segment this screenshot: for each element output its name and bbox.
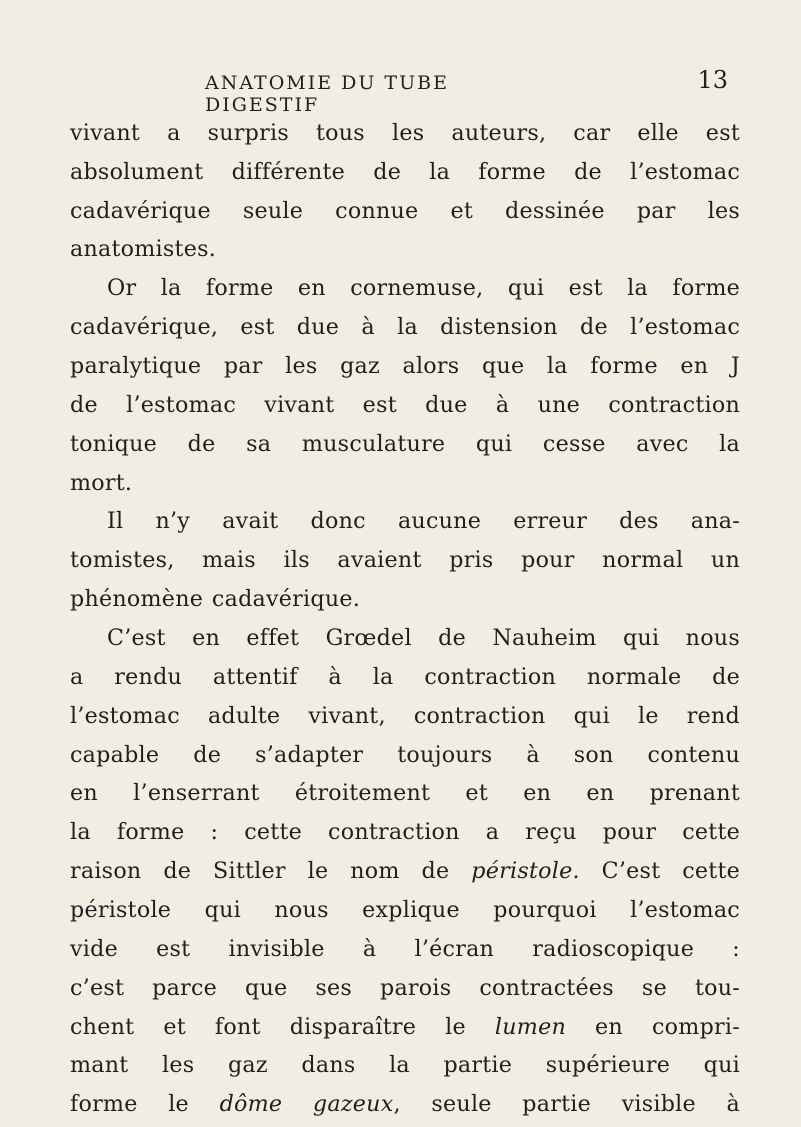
- text-segment: forme le: [70, 1091, 220, 1117]
- italic-term: dôme gazeux: [219, 1091, 394, 1117]
- text-line: anatomistes.: [70, 236, 217, 262]
- text-line: cadavérique, est due à la distension de l’estomac: [70, 314, 740, 340]
- text-segment: , seule partie visible à: [393, 1091, 740, 1117]
- page-number: 13: [697, 66, 728, 94]
- text-line: tonique de sa musculature qui cesse avec la: [70, 431, 740, 457]
- text-segment: en compri-: [566, 1014, 740, 1040]
- text-line: en l’enserrant étroitement et en en prenant: [70, 780, 740, 806]
- text-line: a rendu attentif à la contraction normale de: [70, 664, 740, 690]
- text-line: [70, 854, 740, 888]
- text-line: la forme : cette contraction a reçu pour cette: [70, 819, 740, 845]
- text-line: absolument différente de la forme de l’estomac: [70, 159, 740, 185]
- text-line: Il n’y avait donc aucune erreur des ana-: [107, 508, 740, 534]
- italic-term: péristole.: [471, 858, 580, 884]
- text-line: phénomène cadavérique.: [70, 586, 361, 612]
- text-line: capable de s’adapter toujours à son contenu: [70, 742, 740, 768]
- text-segment: C’est cette: [579, 858, 741, 884]
- text-line: vide est invisible à l’écran radioscopique :: [70, 936, 740, 962]
- text-line: cadavérique seule connue et dessinée par les: [70, 198, 740, 224]
- text-line: c’est parce que ses parois contractées se tou-: [70, 975, 740, 1001]
- italic-term: lumen: [494, 1014, 567, 1040]
- text-line: de l’estomac vivant est due à une contraction: [70, 392, 740, 418]
- text-line: l’estomac adulte vivant, contraction qui le rend: [70, 703, 740, 729]
- text-line: péristole qui nous explique pourquoi l’estomac: [70, 897, 740, 923]
- text-segment: chent et font disparaître le: [70, 1014, 495, 1040]
- text-line: C’est en effet Grœdel de Nauheim qui nous: [107, 625, 740, 651]
- text-segment: raison de Sittler le nom de: [70, 858, 472, 884]
- text-line: paralytique par les gaz alors que la forme en J: [70, 353, 740, 379]
- text-line: mort.: [70, 470, 133, 496]
- text-line: mant les gaz dans la partie supérieure qui: [70, 1052, 740, 1078]
- text-line: vivant a surpris tous les auteurs, car elle est: [70, 120, 740, 146]
- text-line: Or la forme en cornemuse, qui est la forme: [107, 275, 740, 301]
- text-line: tomistes, mais ils avaient pris pour normal un: [70, 547, 740, 573]
- text-line: [70, 1087, 740, 1121]
- running-title: ANATOMIE DU TUBE DIGESTIF: [205, 72, 449, 116]
- text-line: [70, 1010, 740, 1044]
